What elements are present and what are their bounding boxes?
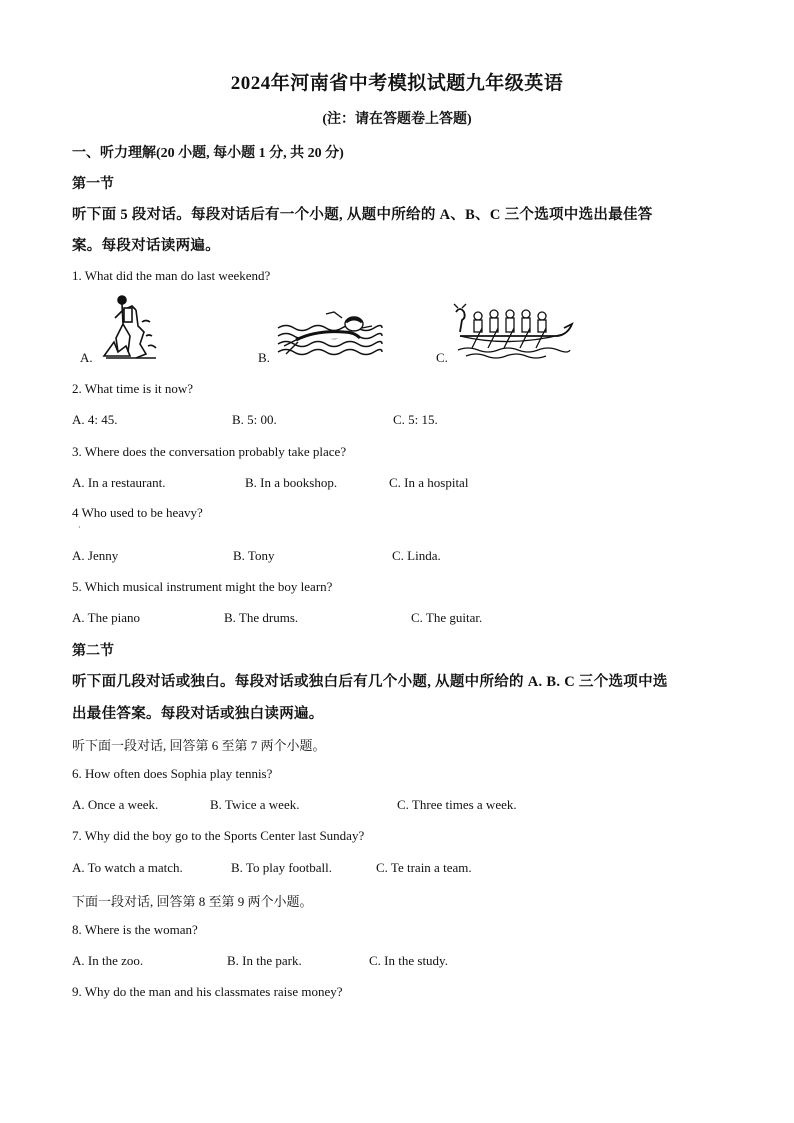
q4-option-b: B. Tony (233, 548, 275, 563)
q6-option-b: B. Twice a week. (210, 797, 300, 812)
q1-option-c-label: C. (436, 350, 448, 365)
question-9: 9. Why do the man and his classmates raise money? (72, 984, 343, 999)
q7-option-b: B. To play football. (231, 860, 333, 875)
question-8: 8. Where is the woman? (72, 922, 198, 937)
q2-option-b: B. 5: 00. (232, 412, 277, 427)
q4-option-c: C. Linda. (392, 548, 441, 563)
mountain-climbing-picture (96, 292, 168, 364)
stray-dot: · (78, 523, 81, 532)
q4-option-a: A. Jenny (72, 548, 119, 563)
q5-option-b: B. The drums. (224, 610, 299, 625)
question-6: 6. How often does Sophia play tennis? (72, 766, 273, 781)
section-heading-listening: 一、听力理解(20 小题, 每小题 1 分, 共 20 分) (72, 146, 344, 161)
q5-option-c: C. The guitar. (411, 610, 483, 625)
group-instruction-8-9: 下面一段对话, 回答第 8 至第 9 两个小题。 (72, 894, 313, 909)
swimming-picture (276, 306, 384, 362)
part-one-instruction-1: 听下面 5 段对话。每段对话后有一个小题, 从题中所给的 A、B、C 三个选项中选出最佳答 (72, 207, 653, 223)
part-two-instruction-1: 听下面几段对话或独白。每段对话或独白后有几个小题, 从题中所给的 A. B. C 三个选项中选 (72, 674, 668, 690)
q5-option-a: A. The piano (72, 610, 140, 625)
q6-option-c: C. Three times a week. (397, 797, 517, 812)
q8-option-b: B. In the park. (227, 953, 302, 968)
group-instruction-6-7: 听下面一段对话, 回答第 6 至第 7 两个小题。 (72, 738, 326, 753)
question-3: 3. Where does the conversation probably take place? (72, 444, 347, 459)
page-title: 2024年河南省中考模拟试题九年级英语 (230, 73, 564, 94)
page-subtitle: (注：请在答题卷上答题) (322, 112, 472, 127)
q7-option-a: A. To watch a match. (72, 860, 183, 875)
part-two-instruction-2: 出最佳答案。每段对话或独白读两遍。 (72, 706, 324, 722)
question-5: 5. Which musical instrument might the boy learn? (72, 579, 333, 594)
q6-option-a: A. Once a week. (72, 797, 159, 812)
question-2: 2. What time is it now? (72, 381, 194, 396)
q1-option-a-label: A. (80, 350, 93, 365)
part-one-heading: 第一节 (72, 177, 114, 192)
question-7: 7. Why did the boy go to the Sports Center last Sunday? (72, 828, 365, 843)
q1-option-b-label: B. (258, 350, 270, 365)
q3-option-b: B. In a bookshop. (245, 475, 338, 490)
q7-option-c: C. Te train a team. (376, 860, 472, 875)
q2-option-c: C. 5: 15. (393, 412, 438, 427)
dragon-boat-racing-picture (452, 302, 576, 362)
q3-option-c: C. In a hospital (389, 475, 469, 490)
q8-option-a: A. In the zoo. (72, 953, 144, 968)
q3-option-a: A. In a restaurant. (72, 475, 166, 490)
q2-option-a: A. 4: 45. (72, 412, 118, 427)
q8-option-c: C. In the study. (369, 953, 448, 968)
question-1: 1. What did the man do last weekend? (72, 268, 271, 283)
question-4: 4 Who used to be heavy? (72, 505, 203, 520)
part-one-instruction-2: 案。每段对话读两遍。 (72, 238, 220, 254)
part-two-heading: 第二节 (72, 644, 114, 659)
